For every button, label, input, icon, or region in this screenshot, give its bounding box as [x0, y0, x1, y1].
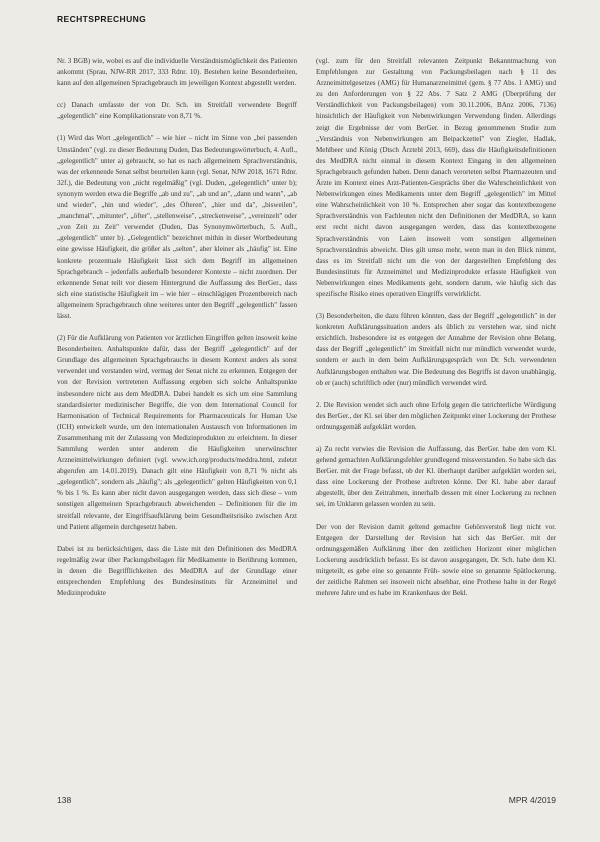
paragraph: 2. Die Revision wendet sich auch ohne Erfolg gegen die tatrichterliche Würdigung des BerGer., der Kl. sei über den möglichen Zeitpunkt einer Lockerung der Prothese ordnungsgemäß aufgeklärt worden. [316, 400, 556, 431]
paragraph: (vgl. zum für den Streitfall relevanten Zeitpunkt Bekanntmachung von Empfehlungen zur Gestaltung von Packungsbeilagen nach § 11 des Arzneimittelgesetzes (AMG) für Humanarzneimittel (gem. § 77 Abs. 1 AMG) und zu den Anforderungen von § 22 Abs. 7 Satz 2 AMG (Überprüfung der Verständlichkeit von Packungsbeilagen) vom 30.11.2006, BAnz 2006, 7136) hinsichtlich der Häufigkeit von Nebenwirkungen Verwendung finden. Allerdings zeigt die Ergebnisse der vom BerGer. in Bezug genommenen Studie zum „Verständnis von Nebenwirkungen am Beipackzettel" von Ziegler, Hadlak, Mehlbeer und König (Dtsch Ärztebl 2013, 669), dass die Häufigkeitsdefinitionen des MedDRA nicht einmal in diesem Kontext Eingang in den allgemeinen Sprachgebrauch gefunden haben. Denn danach verorteten selbst Pharmazeuten und Ärzte im Kontext eines Arzt-Patienten-Gesprächs über die Wahrscheinlichkeit von Nebenwirkungen eines Medikaments unter dem Begriff „gelegentlich" im Mittel eine Wahrscheinlichkeit von 10 %. Entsprechen aber sogar das kontextbezogene Sprachverständnis von Fachleuten nicht den Definitionen der MedDRA, so kann erst recht nicht davon ausgegangen werden, dass das kontextbezogene Sprachverständnis von Laien insoweit vom sonstigen allgemeinen Sprachverständnis abweicht. Dies gilt umso mehr, wenn man in den Blick nimmt, dass es im Streitfall nicht um die von der dargestellten Empfehlung des Bundesinstituts für Arzneimittel und Medizinprodukte erfasste Häufigkeit von Nebenwirkungen eines Medikaments geht, sondern darum, wie häufig sich das spezifische Risiko eines operativen Eingriffs verwirklicht. [316, 57, 556, 298]
paragraph: Nr. 3 BGB) wie, wobei es auf die individuelle Verständnismöglichkeit des Patienten ankommt (Sprau, NJW-RR 2017, 333 Rdnr. 10). Bestehen keine Besonderheiten, kann auf den allgemeinen Sprachgebrauch im jeweiligen Kontext abgestellt werden. [57, 57, 297, 88]
paragraph: a) Zu recht verwies die Revision die Auffassung, das BerGer. habe den vom Kl. gehend gemachten Aufklärungsfehler grundlegend missverstanden. So habe sich das BerGer. mit der Frage befasst, ob der Kl. überhaupt darüber aufgeklärt worden sei, dass eine Lockerung der Prothese auftreten könne. Der Kl. habe aber darauf abgestellt, über den Zeitrahmen, innerhalb dessen mit einer Lockerung zu rechnen sei, im Unklaren gelassen worden zu sein. [316, 445, 556, 509]
paragraph: (3) Besonderheiten, die dazu führen könnten, dass der Begriff „gelegentlich" in der konkreten Aufklärungssituation anders als üblich zu verstehen war, sind nicht ersichtlich. Insbesondere ist es entgegen der Annahme der Revision ohne Belang, dass der Begriff „gelegentlich" im Streitfall nicht nur mündlich verwendet wurde, sondern er auch in dem beim Aufklärungsgespräch von Dr. Sch. verwendeten Aufklärungsbogen enthalten war. Die Bedeutung des Begriffs ist davon unabhängig, ob er (auch) schriftlich oder (nur) mündlich verwendet wird. [316, 312, 556, 387]
right-column [316, 56, 556, 599]
left-column [57, 56, 297, 599]
section-header: RECHTSPRECHUNG [57, 14, 147, 24]
paragraph: (2) Für die Aufklärung von Patienten vor ärztlichen Eingriffen gelten insoweit keine Besonderheiten. Anhaltspunkte dafür, dass der Begriff „gelegentlich" auf der Grundlage des allgemeinen Sprachgebrauchs in diesem Kontext anders als sonst verwendet und verstanden wird, vermag der Senat nicht zu erkennen. Entgegen der von der Revision vertretenen Auffassung ergeben sich solche Anhaltspunkte insbesondere nicht aus dem MedDRA. Dabei handelt es sich um eine Sammlung standardisierter medizinischer Begriffe, die von dem International Council for Harmonisation of Technical Requirements for Pharmaceuticals for Human Use (ICH) entwickelt wurde, um den internationalen Austausch von Informationen im Zusammenhang mit der Zulassung von Medizinprodukten zu erleichtern. In dieser Sammlung werden unter anderem die Häufigkeiten unerwünschter Arzneimittelwirkungen definiert (vgl. www.ich.org/products/meddra.html, zuletzt abgerufen am 14.01.2019). Danach gilt eine Häufigkeit von 8,71 % nicht als „gelegentlich", sondern als „häufig"; als „gelegentlich" gelten Häufigkeiten von 0,1 % bis 1 %. Es kann aber nicht davon ausgegangen werden, dass sich diese – vom sonstigen allgemeinen Sprachgebrauch abweichenden – Definitionen für die im streitfall relevante, der Eingriffsaufklärung beim Gesundheitsrisiko zwischen Arzt und Patient allgemein durchgesetzt haben. [57, 334, 297, 531]
page-number: 138 [57, 795, 72, 805]
page-footer [57, 795, 556, 805]
paragraph: Dabei ist zu berücksichtigen, dass die Liste mit den Definitionen des MedDRA regelmäßig zwar über Packungsbeilagen für Medikamente in Berührung kommen, in denen die Begrifflichkeiten des MedDRA auf der Grundlage einer entsprechenden Empfehlung des Bundesinstituts für Arzneimittel und Medizinprodukte [57, 544, 297, 598]
text-columns [57, 56, 556, 599]
paragraph: (1) Wird das Wort „gelegentlich" – wie hier – nicht im Sinne von „bei passenden Umständen" (vgl. zu dieser Bedeutung Duden, Das Bedeutungswörterbuch, 4. Aufl., „gelegentlich" unter a) gebraucht, so hat es nach allgemeinem Sprachverständnis, was der erkennende Senat selbst beurteilen kann (vgl. Senat, NJW 2018, 1671 Rdnr. 32f.), die Bedeutung von „nicht regelmäßig" (vgl. Duden, „gelegentlich" unter b); synonym werden etwa die Begriffe „ab und zu", „ab und an", „dann und wann", „ab und wieder", „hin und wieder", „des Öfteren", „hier und da", „bisweilen", „manchmal", „mitunter", „öfter", „stellenweise", „streckenweise", „vereinzelt" oder „von Zeit zu Zeit" verwendet (Duden, Das Synonymwörterbuch, 5. Aufl., „gelegentlich" unter b). „Gelegentlich" bezeichnet mithin in dieser Wortbedeutung eine gewisse Häufigkeit, die größer als „selten", aber kleiner als „häufig" ist. Eine konkrete prozentuale Häufigkeit lässt sich dem Begriff im allgemeinen Sprachgebrauch – jedenfalls außerhalb besonderer Kontexte – nicht zuordnen. Der erkennende Senat teilt vor diesem Hintergrund die Auffassung des BerGer., dass sich eine statistische Häufigkeit im – wie hier – einschlägigen Prozentbereich nach allgemeinem Sprachgebrauch ohne weiteres unter den Begriff „gelegentlich" fassen lässt. [57, 134, 297, 320]
paragraph: Der von der Revision damit geltend gemachte Gehörsverstoß liegt nicht vor. Entgegen der Darstellung der Revision hat sich das BerGer. mit der ordnungsgemäßen Aufklärung über den zeitlichen Horizont einer möglichen Lockerung ausdrücklich befasst. Es ist davon ausgegangen, Dr. Sch. habe dem Kl. mitgeteilt, es gebe eine so genannte Früh- sowie eine so genannte Spätlockerung, der zeitliche Rahmen sei insoweit nicht absehbar, eine Prothese halte in der Regel mehrere Jahre und es habe im Krankenhaus der Bekl. [316, 522, 556, 598]
journal-issue: MPR 4/2019 [508, 795, 556, 805]
paragraph: cc) Danach umfasste der von Dr. Sch. im Streitfall verwendete Begriff „gelegentlich" eine Komplikationsrate von 8,71 %. [57, 101, 297, 121]
